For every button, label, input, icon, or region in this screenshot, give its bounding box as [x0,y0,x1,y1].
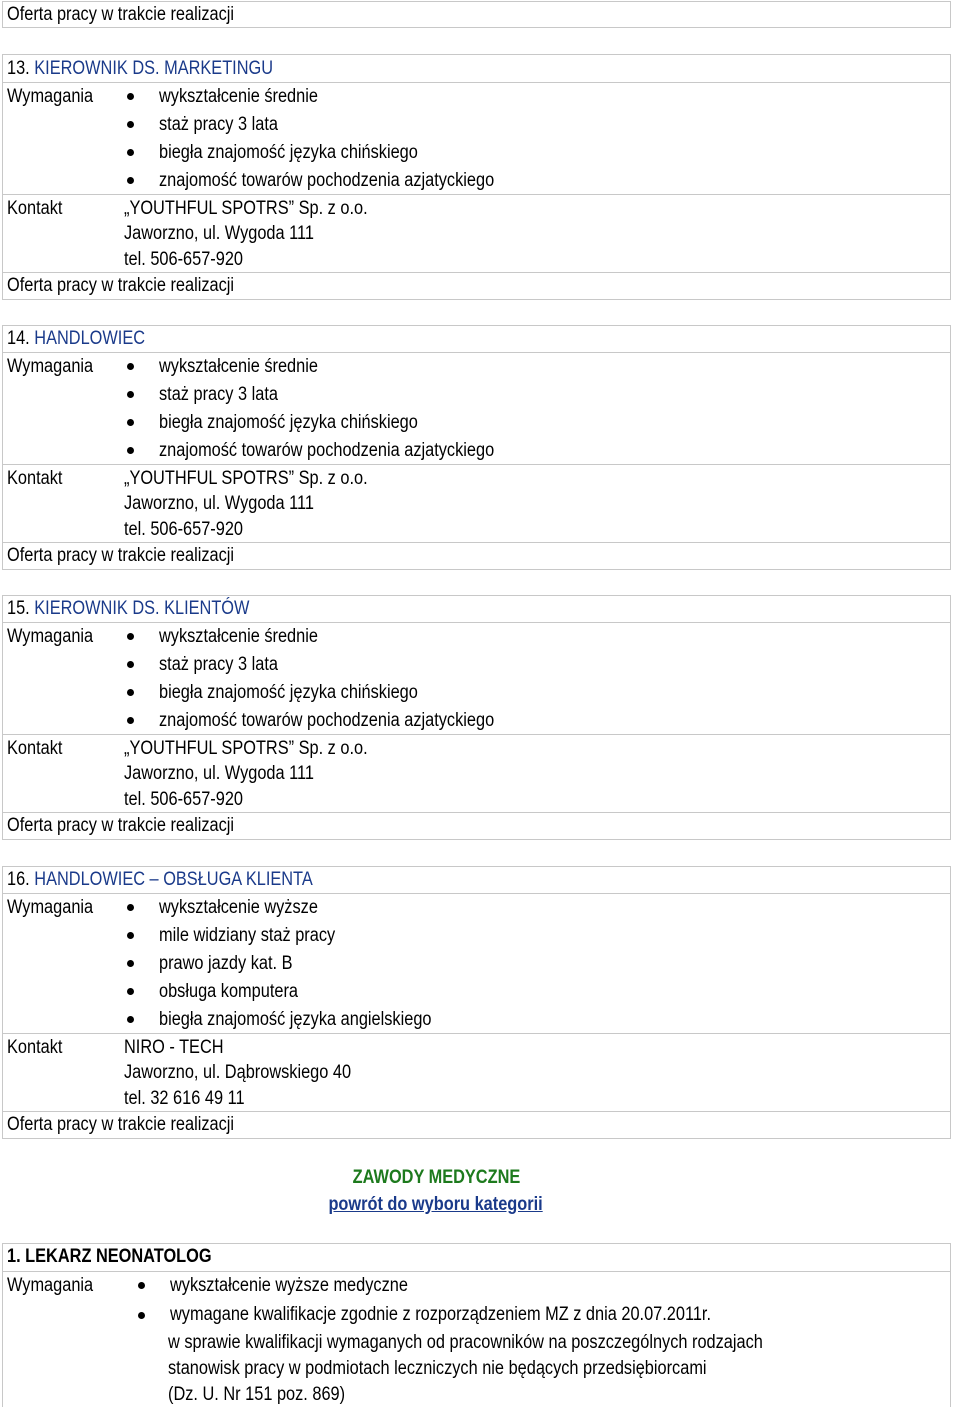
requirements-label: Wymagania [7,1275,94,1296]
bullet-icon [127,1016,134,1023]
contact-address: Jaworzno, ul. Wygoda 111 [124,493,314,514]
contact-address: Jaworzno, ul. Wygoda 111 [124,223,314,244]
bullet-icon [127,419,134,426]
top-status-box [2,1,951,28]
bullet-icon [127,177,134,184]
back-to-categories-link[interactable]: powrót do wyboru kategorii [328,1194,544,1215]
list-item: wykształcenie średnie [127,83,549,111]
offer-status: Oferta pracy w trakcie realizacji [7,4,235,25]
job-offer-14 [2,325,951,570]
list-item: staż pracy 3 lata [127,651,549,679]
contact-phone: tel. 506-657-920 [124,789,244,810]
offer-status: Oferta pracy w trakcie realizacji [7,815,235,836]
list-item: obsługa komputera [127,978,476,1006]
bullet-icon [127,988,134,995]
job-offer-15 [2,595,951,840]
requirements-label: Wymagania [7,626,94,647]
category-heading: ZAWODY MEDYCZNE [352,1167,520,1188]
bullet-icon [127,689,134,696]
list-item: biegła znajomość języka angielskiego [127,1006,476,1034]
list-item: biegła znajomość języka chińskiego [127,679,549,707]
list-item: wykształcenie średnie [127,353,549,381]
contact-label: Kontakt [7,468,63,489]
contact-label: Kontakt [7,738,63,759]
bullet-icon [127,121,134,128]
offer-status: Oferta pracy w trakcie realizacji [7,275,235,296]
list-item: staż pracy 3 lata [127,381,549,409]
requirement-note: (Dz. U. Nr 151 poz. 869) [168,1384,346,1405]
list-item: staż pracy 3 lata [127,111,549,139]
list-item: wykształcenie średnie [127,623,549,651]
contact-address: Jaworzno, ul. Dąbrowskiego 40 [124,1062,352,1083]
offer-title: 15. KIEROWNIK DS. KLIENTÓW [7,598,250,619]
list-item: znajomość towarów pochodzenia azjatyckiego [127,707,549,735]
requirements-label: Wymagania [7,86,94,107]
job-offer-medical-1 [2,1243,951,1407]
contact-phone: tel. 506-657-920 [124,519,244,540]
bullet-icon [127,904,134,911]
bullet-icon [138,1282,145,1289]
bullet-icon [127,447,134,454]
list-item: biegła znajomość języka chińskiego [127,139,549,167]
contact-address: Jaworzno, ul. Wygoda 111 [124,763,314,784]
bullet-icon [127,960,134,967]
offer-title: 13. KIEROWNIK DS. MARKETINGU [7,58,274,79]
list-item: znajomość towarów pochodzenia azjatyckiego [127,167,549,195]
list-item: mile widziany staż pracy [127,922,476,950]
contact-company: NIRO - TECH [124,1037,224,1058]
requirements-label: Wymagania [7,897,94,918]
offer-title: 14. HANDLOWIEC [7,328,146,349]
offer-status: Oferta pracy w trakcie realizacji [7,1114,235,1135]
bullet-icon [127,717,134,724]
bullet-icon [138,1312,145,1319]
list-item: wykształcenie wyższe medyczne [138,1272,860,1300]
contact-company: „YOUTHFUL SPOTRS” Sp. z o.o. [124,198,368,219]
contact-label: Kontakt [7,198,63,219]
offer-title: 1. LEKARZ NEONATOLOG [7,1246,212,1267]
offer-title: 16. HANDLOWIEC – OBSŁUGA KLIENTA [7,869,313,890]
list-item: znajomość towarów pochodzenia azjatyckiego [127,437,549,465]
bullet-icon [127,633,134,640]
bullet-icon [127,932,134,939]
contact-company: „YOUTHFUL SPOTRS” Sp. z o.o. [124,468,368,489]
requirement-note: stanowisk pracy w podmiotach leczniczych nie będących przedsiębiorcami [168,1358,707,1379]
bullet-icon [127,93,134,100]
bullet-icon [127,391,134,398]
job-offer-13 [2,54,951,300]
list-item: prawo jazdy kat. B [127,950,476,978]
bullet-icon [127,661,134,668]
list-item: wymagane kwalifikacje zgodnie z rozporządzeniem MZ z dnia 20.07.2011r. [138,1300,860,1330]
contact-company: „YOUTHFUL SPOTRS” Sp. z o.o. [124,738,368,759]
requirements-label: Wymagania [7,356,94,377]
list-item: wykształcenie wyższe [127,894,476,922]
offer-status: Oferta pracy w trakcie realizacji [7,545,235,566]
requirement-note: w sprawie kwalifikacji wymaganych od pracowników na poszczególnych rodzajach [168,1332,763,1353]
list-item: biegła znajomość języka chińskiego [127,409,549,437]
job-offer-16 [2,866,951,1139]
contact-label: Kontakt [7,1037,63,1058]
contact-phone: tel. 506-657-920 [124,249,244,270]
bullet-icon [127,363,134,370]
back-to-categories-link-wrap [0,1191,872,1219]
bullet-icon [127,149,134,156]
contact-phone: tel. 32 616 49 11 [124,1088,245,1109]
